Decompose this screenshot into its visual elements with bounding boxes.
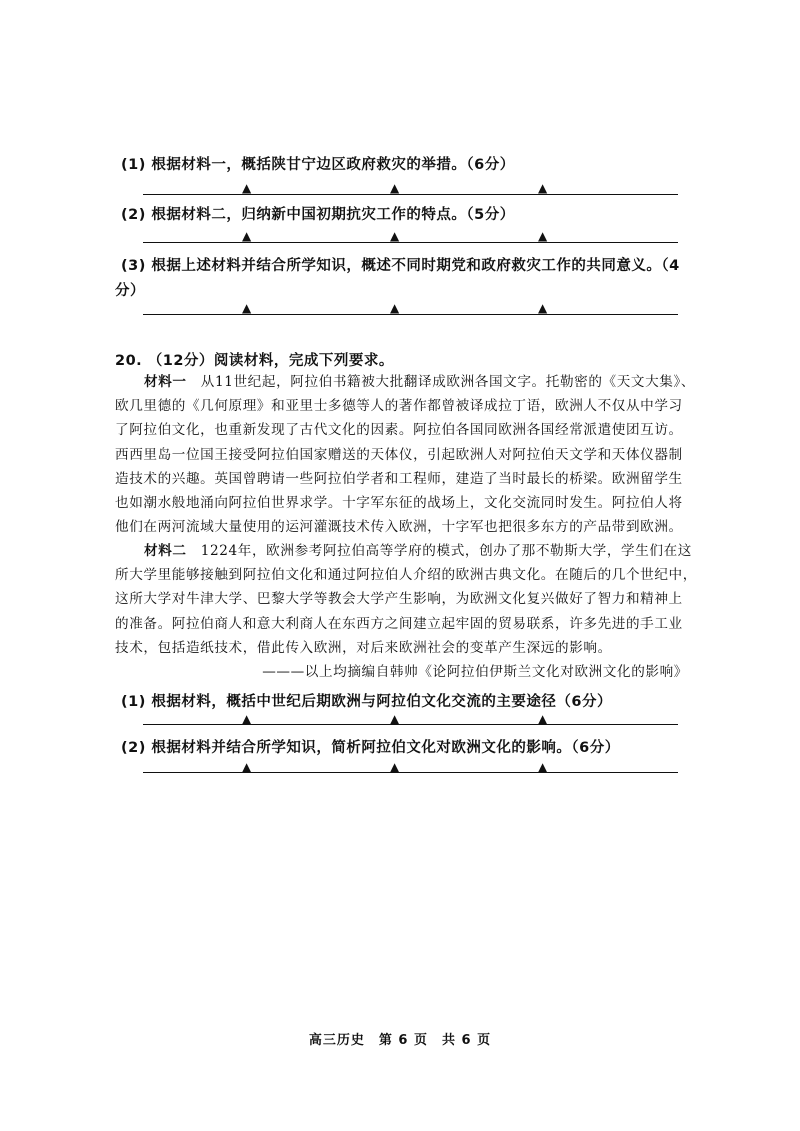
answer-line — [143, 242, 678, 243]
answer-mark: ▲ — [390, 229, 400, 243]
q19-sub3-line2: 分） — [115, 283, 145, 299]
material-2-first-line — [115, 539, 695, 563]
text-line: 技术，包括造纸技术，借此传入欧洲，对后来欧洲社会的变革产生深远的影响。 — [115, 639, 612, 656]
text-line: 的准备。阿拉伯商人和意大利商人在东西方之间建立起牢固的贸易联系，许多先进的手工业 — [115, 615, 683, 632]
text-line: 欧几里德的《几何原理》和亚里士多德等人的著作都曾被译成拉丁语，欧洲人不仅从中学习 — [115, 398, 683, 415]
answer-mark: ▲ — [390, 301, 400, 315]
q20-sub2: (2) 根据材料并结合所学知识，简析阿拉伯文化对欧洲文化的影响。（6分） — [121, 740, 620, 756]
answer-mark: ▲ — [242, 181, 252, 195]
answer-mark: ▲ — [538, 181, 548, 195]
answer-line — [143, 772, 678, 773]
q19-sub2: (2) 根据材料二，归纳新中国初期抗灾工作的特点。（5分） — [121, 207, 515, 223]
answer-mark: ▲ — [538, 712, 548, 726]
text-line: 从11世纪起，阿拉伯书籍被大批翻译成欧洲各国文字。托勒密的《天文大集》、 — [200, 374, 696, 390]
answer-mark: ▲ — [538, 229, 548, 243]
answer-mark: ▲ — [538, 760, 548, 774]
page-footer: 高三历史 第 6 页 共 6 页 — [308, 1033, 492, 1048]
text-line: 了阿拉伯文化，也重新发现了古代文化的因素。阿拉伯各国同欧洲各国经常派遣使团互访。 — [115, 422, 683, 439]
answer-mark: ▲ — [242, 760, 252, 774]
q19-sub1: (1) 根据材料一，概括陕甘宁边区政府救灾的举措。（6分） — [121, 157, 515, 173]
q20-sub1: (1) 根据材料，概括中世纪后期欧洲与阿拉伯文化交流的主要途径（6分） — [121, 694, 612, 710]
q20-material-1 — [115, 370, 695, 539]
q19-sub3-line1: (3) 根据上述材料并结合所学知识，概述不同时期党和政府救灾工作的共同意义。（4 — [121, 258, 680, 274]
material-source: ———以上均摘编自韩帅《论阿拉伯伊斯兰文化对欧洲文化的影响》 — [262, 664, 688, 680]
answer-mark: ▲ — [242, 301, 252, 315]
answer-line — [143, 194, 678, 195]
answer-mark: ▲ — [390, 760, 400, 774]
answer-line — [143, 724, 678, 725]
material-1-label: 材料一 — [144, 374, 187, 390]
q20-material-2 — [115, 539, 695, 660]
text-line: 造技术的兴趣。英国曾聘请一些阿拉伯学者和工程师，建造了当时最长的桥梁。欧洲留学生 — [115, 470, 683, 487]
answer-mark: ▲ — [390, 712, 400, 726]
text-line: 1224年，欧洲参考阿拉伯高等学府的模式，创办了那不勒斯大学，学生们在这 — [200, 543, 692, 559]
material-2-label: 材料二 — [144, 543, 187, 559]
answer-mark: ▲ — [538, 301, 548, 315]
text-line: 所大学里能够接触到阿拉伯文化和通过阿拉伯人介绍的欧洲古典文化。在随后的几个世纪中， — [115, 567, 697, 584]
answer-mark: ▲ — [390, 181, 400, 195]
answer-mark: ▲ — [242, 712, 252, 726]
material-1-first-line — [115, 370, 695, 394]
answer-mark: ▲ — [242, 229, 252, 243]
text-line: 西西里岛一位国王接受阿拉伯国家赠送的天体仪，引起欧洲人对阿拉伯天文学和天体仪器制 — [115, 446, 683, 463]
q20-header: 20. （12分）阅读材料，完成下列要求。 — [115, 353, 394, 369]
text-line: 他们在两河流域大量使用的运河灌溉技术传入欧洲，十字军也把很多东方的产品带到欧洲。 — [115, 519, 683, 536]
answer-line — [143, 314, 678, 315]
text-line: 也如潮水般地涌向阿拉伯世界求学。十字军东征的战场上，文化交流同时发生。阿拉伯人将 — [115, 495, 683, 512]
text-line: 这所大学对牛津大学、巴黎大学等教会大学产生影响，为欧洲文化复兴做好了智力和精神上 — [115, 591, 683, 608]
